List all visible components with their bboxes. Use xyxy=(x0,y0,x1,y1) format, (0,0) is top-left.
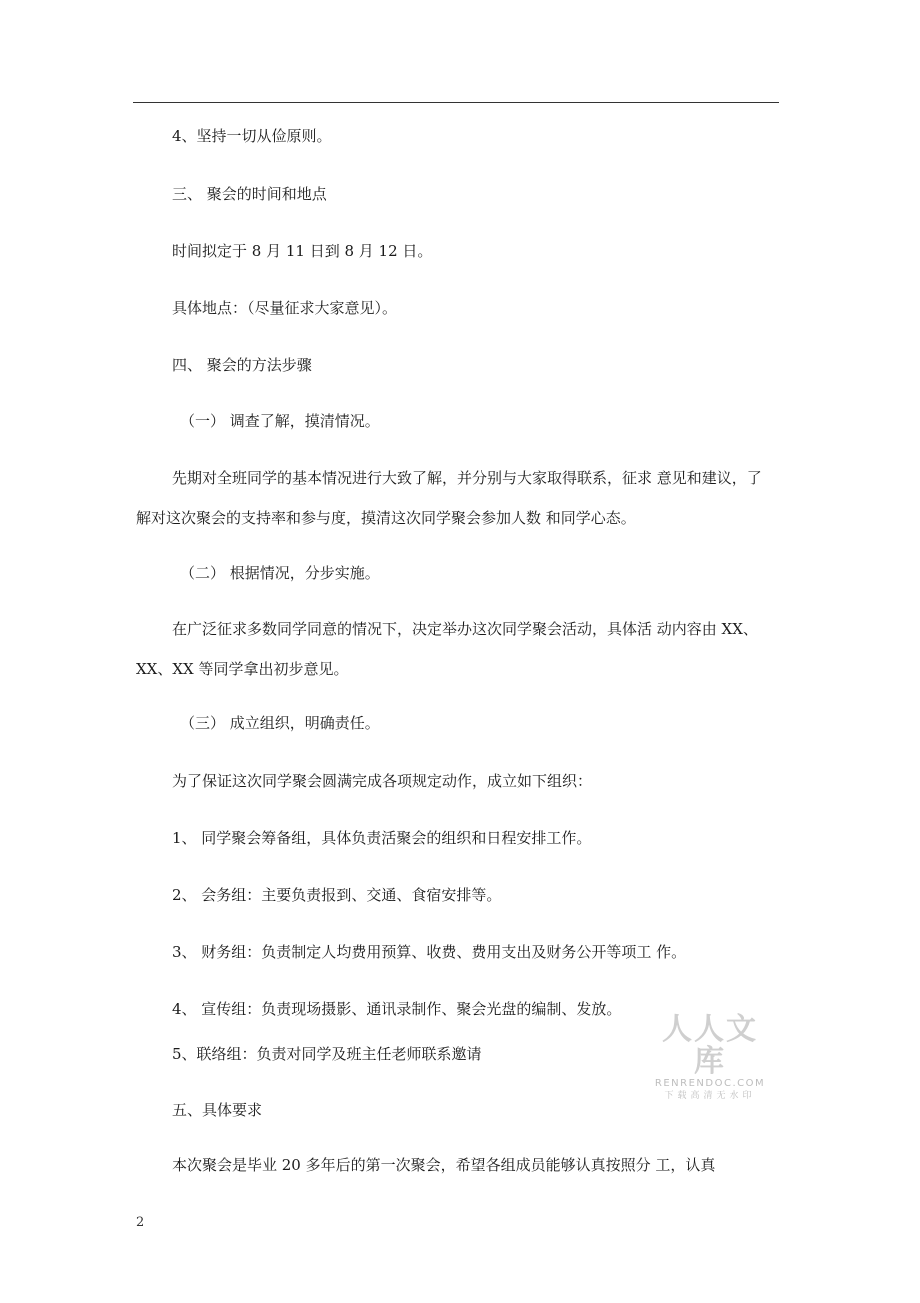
meeting-time: 时间拟定于 8 月 11 日到 8 月 12 日。 xyxy=(172,242,433,260)
org-item-4: 4、 宣传组：负责现场摄影、通讯录制作、聚会光盘的编制、发放。 xyxy=(172,1000,622,1018)
organization-intro: 为了保证这次同学聚会圆满完成各项规定动作，成立如下组织： xyxy=(172,772,593,790)
org-item-1: 1、 同学聚会筹备组，具体负责活聚会的组织和日程安排工作。 xyxy=(172,829,592,847)
org-item-5: 5、联络组：负责对同学及班主任老师联系邀请 xyxy=(172,1045,482,1063)
meeting-location: 具体地点：（尽量征求大家意见）。 xyxy=(172,299,398,317)
watermark-logo xyxy=(648,1014,772,1102)
subheading-1: （一） 调查了解，摸清情况。 xyxy=(180,412,380,430)
section-heading-4: 四、 聚会的方法步骤 xyxy=(172,356,312,374)
watermark-title: 人人文库 xyxy=(662,1012,758,1079)
principle-item-4: 4、坚持一切从俭原则。 xyxy=(172,127,332,145)
requirements-paragraph: 本次聚会是毕业 20 多年后的第一次聚会，希望各组成员能够认真按照分 工，认真 xyxy=(172,1156,716,1174)
watermark-tagline: 下载高清无水印 xyxy=(664,1091,756,1101)
section-heading-5: 五、具体要求 xyxy=(172,1101,263,1119)
header-rule xyxy=(133,102,779,103)
subheading-2: （二） 根据情况，分步实施。 xyxy=(180,564,380,582)
org-item-2: 2、 会务组：主要负责报到、交通、食宿安排等。 xyxy=(172,886,502,904)
org-item-3: 3、 财务组：负责制定人均费用预算、收费、费用支出及财务公开等项工 作。 xyxy=(172,943,687,961)
watermark-site: RENRENDOC.COM xyxy=(654,1078,766,1089)
section-heading-3: 三、 聚会的时间和地点 xyxy=(172,185,327,203)
subheading-3: （三） 成立组织，明确责任。 xyxy=(180,714,380,732)
paragraph-survey: 先期对全班同学的基本情况进行大致了解，并分别与大家取得联系，征求 意见和建议，了解对这次聚会的支持率和参与度，摸清这次同学聚会参加人数 和同学心态。 xyxy=(136,469,762,527)
paragraph-implementation: 在广泛征求多数同学同意的情况下，决定举办这次同学聚会活动，具体活 动内容由 XX、XX、XX 等同学拿出初步意见。 xyxy=(136,620,758,678)
page-number: 2 xyxy=(136,1215,145,1230)
